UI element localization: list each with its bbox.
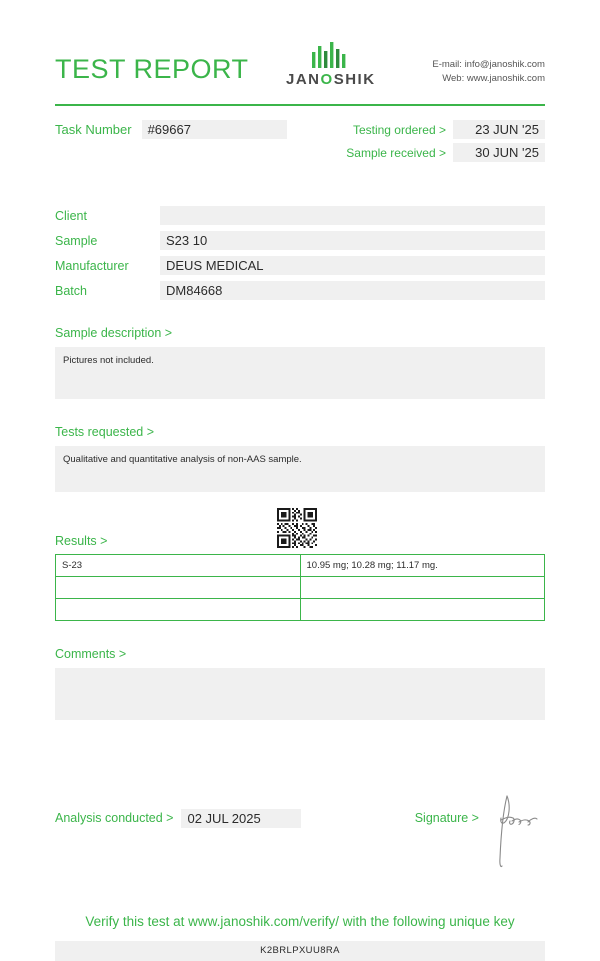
sample-received-row — [346, 143, 545, 162]
task-number-label: Task Number — [55, 122, 132, 137]
task-number-group — [55, 120, 287, 139]
task-number-value: #69667 — [142, 120, 287, 139]
contact-web: Web: www.janoshik.com — [442, 73, 545, 85]
contact-info — [405, 40, 545, 87]
comments-title: Comments > — [55, 647, 127, 661]
header-divider — [55, 104, 545, 106]
batch-label: Batch — [55, 283, 87, 298]
sample-label: Sample — [55, 233, 98, 248]
report-header — [55, 0, 545, 88]
result-value: 10.95 mg; 10.28 mg; 11.17 mg. — [300, 555, 545, 577]
signature-group — [415, 778, 545, 858]
signature-icon — [485, 792, 545, 872]
result-name — [56, 577, 301, 599]
field-row — [55, 206, 545, 225]
result-value — [300, 577, 545, 599]
results-header — [55, 518, 545, 548]
contact-email: E-mail: info@janoshik.com — [432, 59, 545, 70]
dates-group — [346, 120, 545, 166]
verify-text: Verify this test at www.janoshik.com/verify/ with the following unique key — [85, 914, 515, 929]
client-value — [160, 206, 545, 225]
table-row — [56, 555, 545, 577]
testing-ordered-row — [346, 120, 545, 139]
client-label: Client — [55, 208, 87, 223]
analysis-conducted-value: 02 JUL 2025 — [181, 809, 301, 828]
table-row — [56, 577, 545, 599]
sample-description-text: Pictures not included. — [55, 347, 545, 399]
testing-ordered-label: Testing ordered > — [352, 122, 446, 137]
brand-name-part2: SHIK — [333, 71, 376, 88]
comments-section — [55, 647, 545, 720]
fields-section — [55, 206, 545, 300]
analysis-conducted-label: Analysis conducted > — [55, 811, 174, 825]
sample-value: S23 10 — [160, 231, 545, 250]
result-name — [56, 599, 301, 621]
result-name: S-23 — [56, 555, 301, 577]
sample-description-title: Sample description > — [55, 326, 173, 340]
page-title: TEST REPORT — [55, 54, 249, 84]
tests-requested-text: Qualitative and quantitative analysis of non-AAS sample. — [55, 446, 545, 492]
comments-text — [55, 668, 545, 720]
janoshik-logo-icon — [309, 42, 353, 68]
analysis-row — [55, 778, 545, 858]
unique-key: K2BRLPXUU8RA — [55, 941, 545, 961]
brand-name — [286, 71, 376, 88]
testing-ordered-value: 23 JUN '25 — [453, 120, 545, 139]
batch-value: DM84668 — [160, 281, 545, 300]
field-row — [55, 281, 545, 300]
field-row — [55, 256, 545, 275]
result-value — [300, 599, 545, 621]
results-title: Results > — [55, 534, 108, 548]
analysis-conducted-group — [55, 809, 301, 828]
tests-requested-title: Tests requested > — [55, 425, 155, 439]
sample-received-value: 30 JUN '25 — [453, 143, 545, 162]
signature-label: Signature > — [414, 811, 479, 825]
sample-description-section — [55, 326, 545, 399]
results-table — [55, 554, 545, 621]
sample-received-label: Sample received > — [346, 145, 446, 160]
brand-name-part1: JAN — [286, 71, 321, 88]
tests-requested-section — [55, 425, 545, 492]
manufacturer-value: DEUS MEDICAL — [160, 256, 545, 275]
qr-code-icon — [277, 508, 317, 548]
field-row — [55, 231, 545, 250]
manufacturer-label: Manufacturer — [55, 258, 129, 273]
brand-name-accent: O — [320, 71, 334, 88]
task-row — [55, 120, 545, 166]
brand-logo — [286, 40, 376, 88]
table-row — [56, 599, 545, 621]
